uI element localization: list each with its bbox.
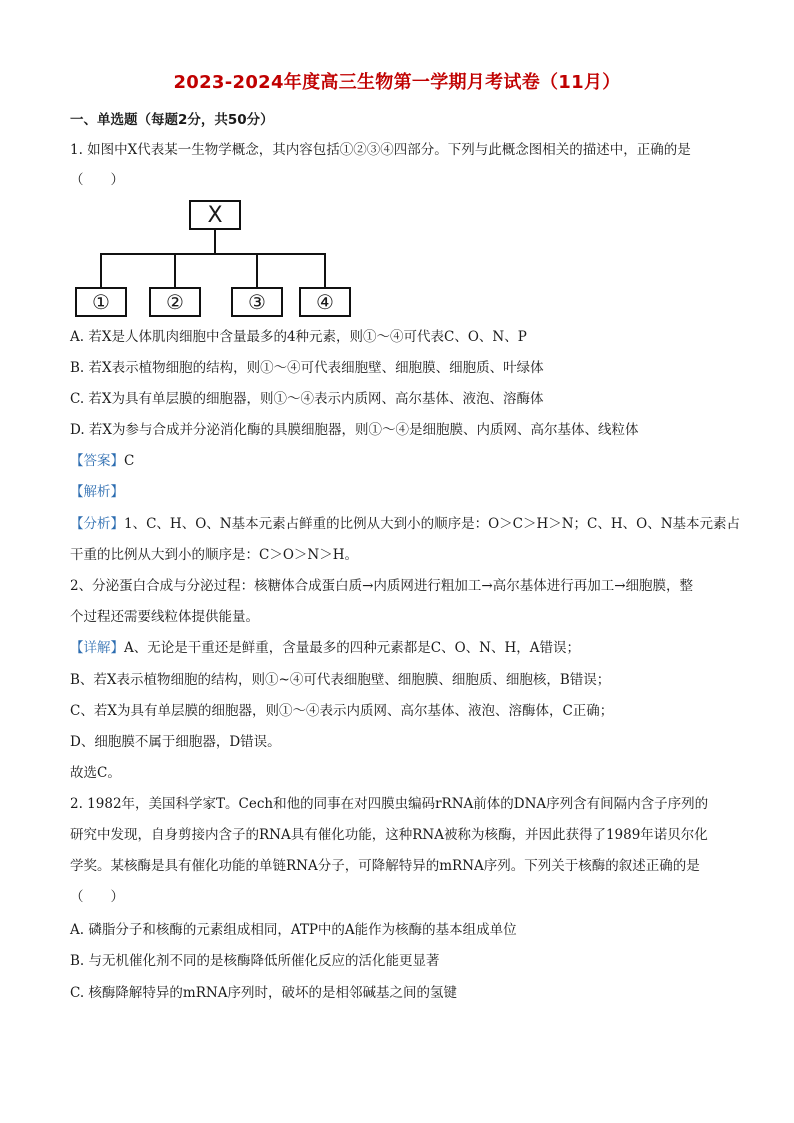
q1-xiangjie-3: C、若X为具有单层膜的细胞器，则①～④表示内质网、高尔基体、液泡、溶酶体，C正确； (70, 703, 614, 719)
q1-conclusion: 故选C。 (70, 765, 121, 781)
q2-stem-2: 研究中发现，自身剪接内含子的RNA具有催化功能，这种RNA被称为核酶，并因此获得了1989年诺贝尔化 (70, 827, 708, 843)
q2-stem-3: 学奖。某核酶是具有催化功能的单链RNA分子，可降解特异的mRNA序列。下列关于核酶的叙述正确的是 (70, 858, 700, 874)
q1-xiangjie-4: D、细胞膜不属于细胞器，D错误。 (70, 734, 281, 750)
diagram-root-box: X (189, 200, 241, 230)
diagram-child-1: ① (75, 287, 127, 317)
q1-answer (70, 451, 134, 471)
diagram-child-2: ② (149, 287, 201, 317)
q1-paren: （ ） (70, 172, 124, 188)
analysis-tag: 【解析】 (70, 484, 124, 500)
q1-xiangjie-2: B、若X表示植物细胞的结构，则①~④可代表细胞壁、细胞膜、细胞质、细胞核，B错误； (70, 672, 611, 688)
concept-diagram (75, 200, 355, 318)
page-title: 2023-2024年度高三生物第一学期月考试卷（11月） (173, 72, 621, 93)
q1-fenxi-3: 2、分泌蛋白合成与分泌过程：核糖体合成蛋白质→内质网进行粗加工→高尔基体进行再加工→细胞膜，整 (70, 578, 694, 594)
q1-fenxi-2: 干重的比例从大到小的顺序是：C＞O＞N＞H。 (70, 547, 358, 563)
q1-option-c: C. 若X为具有单层膜的细胞器，则①～④表示内质网、高尔基体、液泡、溶酶体 (70, 391, 544, 407)
xiangjie-tag: 【详解】 (70, 640, 124, 656)
q2-option-b: B. 与无机催化剂不同的是核酶降低所催化反应的活化能更显著 (70, 953, 440, 969)
fenxi-text-1: 1、C、H、O、N基本元素占鲜重的比例从大到小的顺序是：O＞C＞H＞N；C、H、O、N基本元素占 (124, 516, 741, 532)
q1-option-a: A. 若X是人体肌肉细胞中含量最多的4种元素，则①～④可代表C、O、N、P (70, 329, 527, 345)
q1-fenxi-4: 个过程还需要线粒体提供能量。 (70, 609, 259, 625)
q1-fenxi-1 (70, 514, 740, 534)
q1-xiangjie-1 (70, 638, 580, 658)
q1-option-b: B. 若X表示植物细胞的结构，则①～④可代表细胞壁、细胞膜、细胞质、叶绿体 (70, 360, 544, 376)
q2-option-c: C. 核酶降解特异的mRNA序列时，破坏的是相邻碱基之间的氢键 (70, 985, 457, 1001)
diagram-child-3: ③ (231, 287, 283, 317)
xiangjie-text-1: A、无论是干重还是鲜重，含量最多的四种元素都是C、O、N、H，A错误； (124, 640, 580, 656)
q2-stem-1: 2. 1982年，美国科学家T。Cech和他的同事在对四膜虫编码rRNA前体的DNA序列含有间隔内含子序列的 (70, 796, 709, 812)
q2-paren: （ ） (70, 889, 124, 905)
fenxi-tag: 【分析】 (70, 516, 124, 532)
answer-tag: 【答案】 (70, 453, 124, 469)
q1-analysis-heading (70, 482, 124, 502)
answer-value: C (124, 453, 135, 469)
diagram-child-4: ④ (299, 287, 351, 317)
section-heading: 一、单选题（每题2分，共50分） (70, 112, 274, 128)
q1-option-d: D. 若X为参与合成并分泌消化酶的具膜细胞器，则①～④是细胞膜、内质网、高尔基体、线粒体 (70, 422, 639, 438)
q2-option-a: A. 磷脂分子和核酶的元素组成相同，ATP中的A能作为核酶的基本组成单位 (70, 922, 517, 938)
q1-stem: 1. 如图中X代表某一生物学概念，其内容包括①②③④四部分。下列与此概念图相关的描述中，正确的是 (70, 142, 691, 158)
